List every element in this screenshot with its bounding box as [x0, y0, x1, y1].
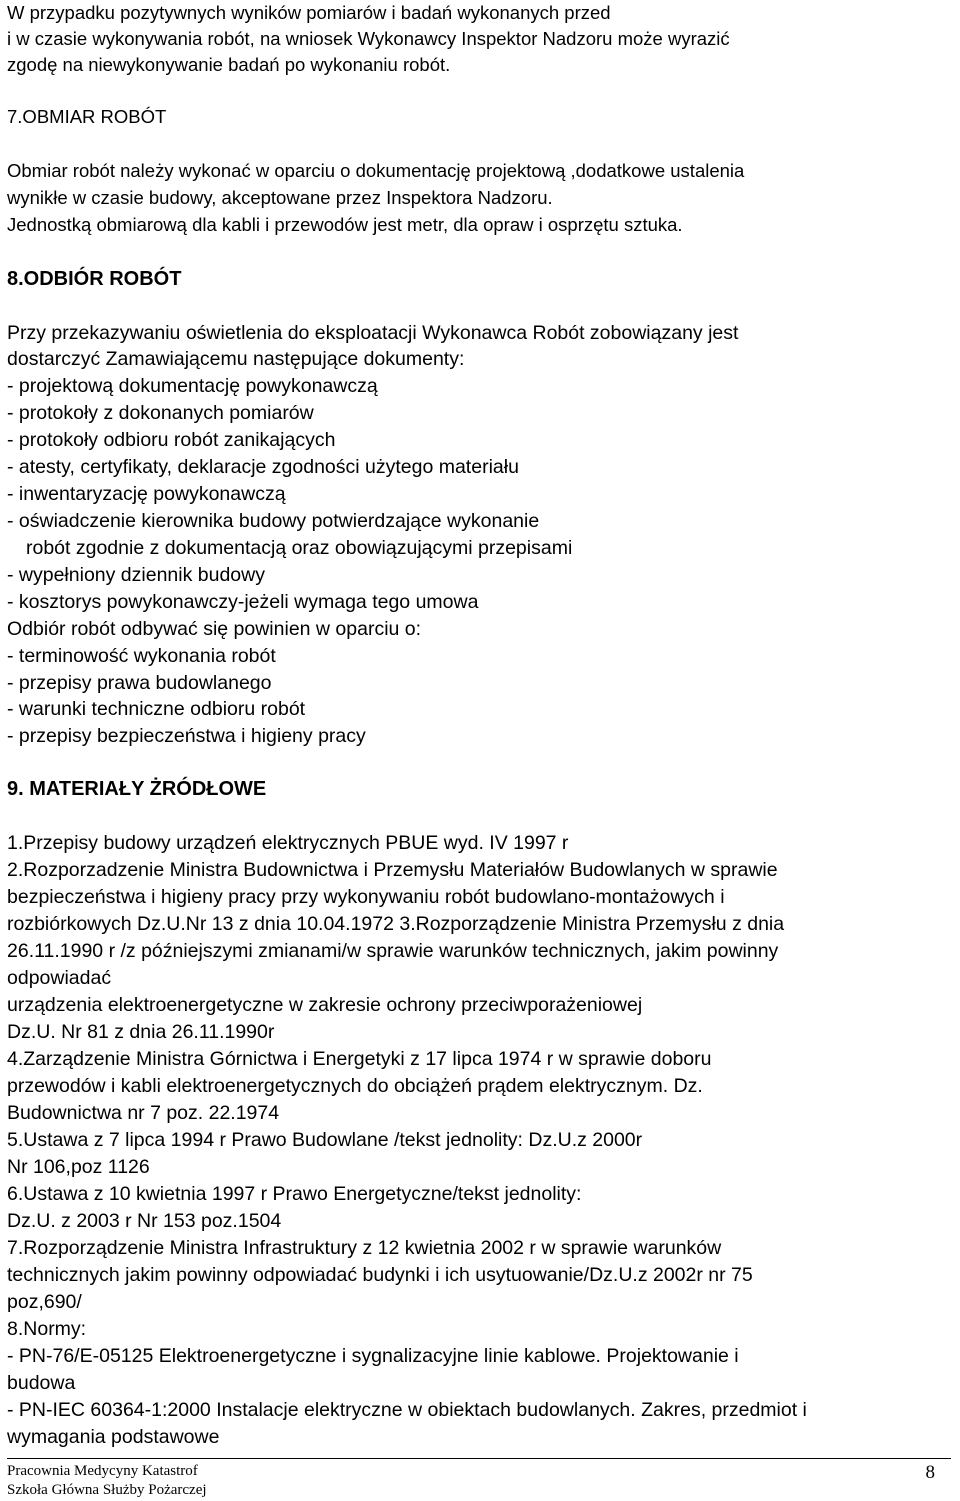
reference-line: budowa: [7, 1372, 76, 1394]
section-heading-odbior: 8.ODBIÓR ROBÓT: [7, 268, 182, 290]
reference-line: Dz.U. Nr 81 z dnia 26.11.1990r: [7, 1021, 275, 1043]
section8-list-item: - protokoły z dokonanych pomiarów: [7, 402, 314, 424]
section8-list-item: - terminowość wykonania robót: [7, 645, 276, 667]
section7-line: wynikłe w czasie budowy, akceptowane przez Inspektora Nadzoru.: [7, 187, 553, 208]
section8-list-item: - wypełniony dziennik budowy: [7, 564, 265, 586]
section8-list-item: - projektową dokumentację powykonawczą: [7, 375, 378, 397]
section-heading-obmiar: 7.OBMIAR ROBÓT: [7, 106, 167, 127]
section8-list-item: - inwentaryzację powykonawczą: [7, 483, 286, 505]
reference-line: 26.11.1990 r /z późniejszymi zmianami/w sprawie warunków technicznych, jakim powinny: [7, 940, 779, 962]
section8-list-item: - atesty, certyfikaty, deklaracje zgodności użytego materiału: [7, 456, 519, 478]
section8-list-item: - przepisy prawa budowlanego: [7, 672, 272, 694]
section8-list-item: - protokoły odbioru robót zanikających: [7, 429, 336, 451]
section8-line: Przy przekazywaniu oświetlenia do eksploatacji Wykonawca Robót zobowiązany jest: [7, 322, 739, 344]
reference-line: 7.Rozporządzenie Ministra Infrastruktury z 12 kwietnia 2002 r w sprawie warunków: [7, 1237, 722, 1259]
section8-list-item: - przepisy bezpieczeństwa i higieny pracy: [7, 725, 366, 747]
reference-line: odpowiadać: [7, 967, 112, 989]
section8-list-item: - kosztorys powykonawczy-jeżeli wymaga tego umowa: [7, 591, 479, 613]
footer-school: Szkoła Główna Służby Pożarczej: [7, 1482, 207, 1498]
reference-line: 1.Przepisy budowy urządzeń elektrycznych PBUE wyd. IV 1997 r: [7, 832, 569, 854]
footer-divider: [7, 1458, 951, 1459]
intro-line: zgodę na niewykonywanie badań po wykonaniu robót.: [7, 54, 451, 75]
reference-line: 5.Ustawa z 7 lipca 1994 r Prawo Budowlane /tekst jednolity: Dz.U.z 2000r: [7, 1129, 643, 1151]
reference-line: - PN-76/E-05125 Elektroenergetyczne i sygnalizacyjne linie kablowe. Projektowanie i: [7, 1345, 739, 1367]
intro-line: W przypadku pozytywnych wyników pomiarów i badań wykonanych przed: [7, 2, 611, 23]
reference-line: Nr 106,poz 1126: [7, 1156, 150, 1178]
footer-organization: Pracownia Medycyny Katastrof: [7, 1463, 198, 1479]
reference-line: bezpieczeństwa i higieny pracy przy wykonywaniu robót budowlano-montażowych i: [7, 886, 725, 908]
reference-line: Dz.U. z 2003 r Nr 153 poz.1504: [7, 1210, 282, 1232]
page-number: 8: [925, 1462, 935, 1483]
reference-line: rozbiórkowych Dz.U.Nr 13 z dnia 10.04.1972 3.Rozporządzenie Ministra Przemysłu z dnia: [7, 913, 785, 935]
reference-line: poz,690/: [7, 1291, 82, 1313]
reference-line: 2.Rozporzadzenie Ministra Budownictwa i Przemysłu Materiałów Budowlanych w sprawie: [7, 859, 778, 881]
reference-line: 6.Ustawa z 10 kwietnia 1997 r Prawo Energetyczne/tekst jednolity:: [7, 1183, 582, 1205]
intro-line: i w czasie wykonywania robót, na wniosek Wykonawcy Inspektor Nadzoru może wyrazić: [7, 28, 730, 49]
section-heading-materialy: 9. MATERIAŁY ŻRÓDŁOWE: [7, 778, 267, 800]
section8-list-item: - oświadczenie kierownika budowy potwierdzające wykonanie: [7, 510, 540, 532]
section8-list-item: - warunki techniczne odbioru robót: [7, 698, 306, 720]
reference-line: - PN-IEC 60364-1:2000 Instalacje elektryczne w obiektach budowlanych. Zakres, przedmiot i: [7, 1399, 807, 1421]
reference-line: przewodów i kabli elektroenergetycznych do obciążeń prądem elektrycznym. Dz.: [7, 1075, 703, 1097]
section8-line: Odbiór robót odbywać się powinien w oparciu o:: [7, 618, 422, 640]
section8-line: dostarczyć Zamawiającemu następujące dokumenty:: [7, 348, 465, 370]
section7-line: Jednostką obmiarową dla kabli i przewodów jest metr, dla opraw i osprzętu sztuka.: [7, 214, 683, 235]
reference-line: 4.Zarządzenie Ministra Górnictwa i Energetyki z 17 lipca 1974 r w sprawie doboru: [7, 1048, 712, 1070]
section7-line: Obmiar robót należy wykonać w oparciu o dokumentację projektową ,dodatkowe ustalenia: [7, 160, 745, 181]
reference-line: urządzenia elektroenergetyczne w zakresie ochrony przeciwporażeniowej: [7, 994, 643, 1016]
section8-list-item-continuation: robót zgodnie z dokumentacją oraz obowiązującymi przepisami: [26, 537, 573, 559]
reference-line: wymagania podstawowe: [7, 1426, 220, 1448]
reference-line: 8.Normy:: [7, 1318, 87, 1340]
reference-line: technicznych jakim powinny odpowiadać budynki i ich usytuowanie/Dz.U.z 2002r nr 75: [7, 1264, 753, 1286]
reference-line: Budownictwa nr 7 poz. 22.1974: [7, 1102, 280, 1124]
